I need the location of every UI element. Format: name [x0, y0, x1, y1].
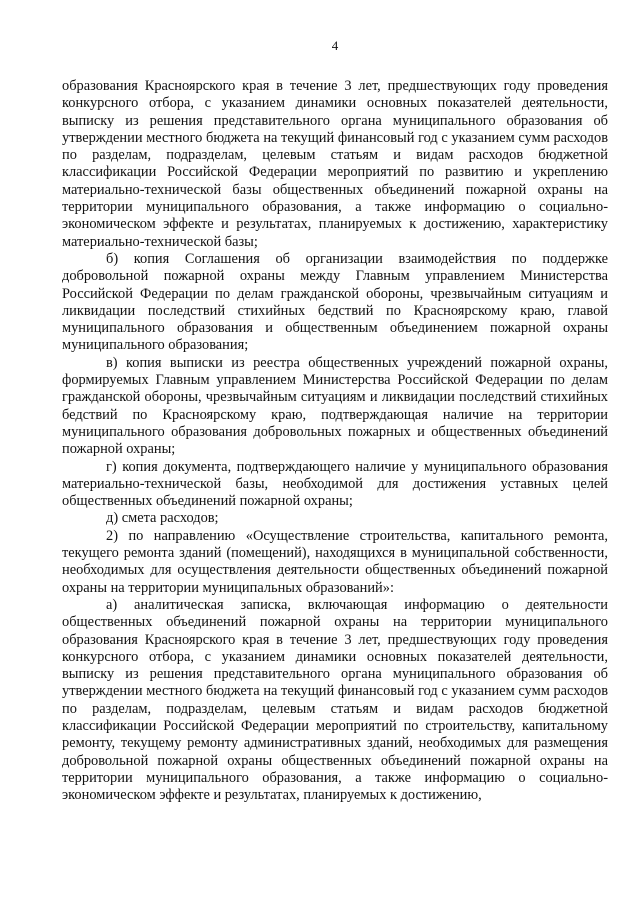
paragraph-continuation: образования Красноярского края в течение 3 лет, предшествующих году проведения конкурсного отбора, с указанием динамики основных показателей деятельности, выписку из решения представительного органа муниципального образования об утверждении местного бюджета на текущий финансовый год с указанием сумм расходов по разделам, подразделам, целевым статьям и видам расходов бюджетной классификации Российской Федерации мероприятий по развитию и укреплению материально-технической базы общественных объединений пожарной охраны на территории муниципального образования, а также информацию о социально-экономическом эффекте и результатах, планируемых к достижению, характеристику материально-технической базы;: [62, 78, 608, 250]
paragraph-section-2: 2) по направлению «Осуществление строительства, капитального ремонта, текущего ремонта зданий (помещений), находящихся в муниципальной собственности, необходимых для осуществления деятельности общественных объединений пожарной охраны на территории муниципальных образований»:: [62, 527, 608, 596]
paragraph-item-a: а) аналитическая записка, включающая информацию о деятельности общественных объединений пожарной охраны на территории муниципального образования Красноярского края в течение 3 лет, предшествующих году проведения конкурсного отбора, с указанием динамики основных показателей деятельности, выписку из решения представительного органа муниципального образования об утверждении местного бюджета на текущий финансовый год с указанием сумм расходов по разделам, подразделам, целевым статьям и видам расходов бюджетной классификации Российской Федерации мероприятий по строительству, капитальному ремонту, текущему ремонту административных зданий, необходимых для размещения добровольной пожарной охраны общественных объединений пожарной охраны на территории муниципального образования, а также информацию о социально-экономическом эффекте и результатах, планируемых к достижению,: [62, 596, 608, 804]
page-number: 4: [331, 38, 339, 53]
paragraph-item-d: д) смета расходов;: [106, 510, 219, 527]
document-body: [62, 78, 608, 804]
paragraph-item-v: в) копия выписки из реестра общественных учреждений пожарной охраны, формируемых Главным управлением Министерства Российской Федерации по делам гражданской обороны, чрезвычайным ситуациям и ликвидации последствий стихийных бедствий по Красноярскому краю, подтверждающая наличие на территории муниципального образования добровольных пожарных и общественных объединений пожарной охраны;: [62, 354, 608, 458]
paragraph-item-g: г) копия документа, подтверждающего наличие у муниципального образования материально-технической базы, необходимой для достижения уставных целей общественных объединений пожарной охраны;: [62, 458, 608, 510]
paragraph-item-b: б) копия Соглашения об организации взаимодействия по поддержке добровольной пожарной охраны между Главным управлением Министерства Российской Федерации по делам гражданской обороны, чрезвычайным ситуациям и ликвидации последствий стихийных бедствий по Красноярскому краю, главой муниципального образования и общественным объединением пожарной охраны муниципального образования;: [62, 250, 608, 354]
